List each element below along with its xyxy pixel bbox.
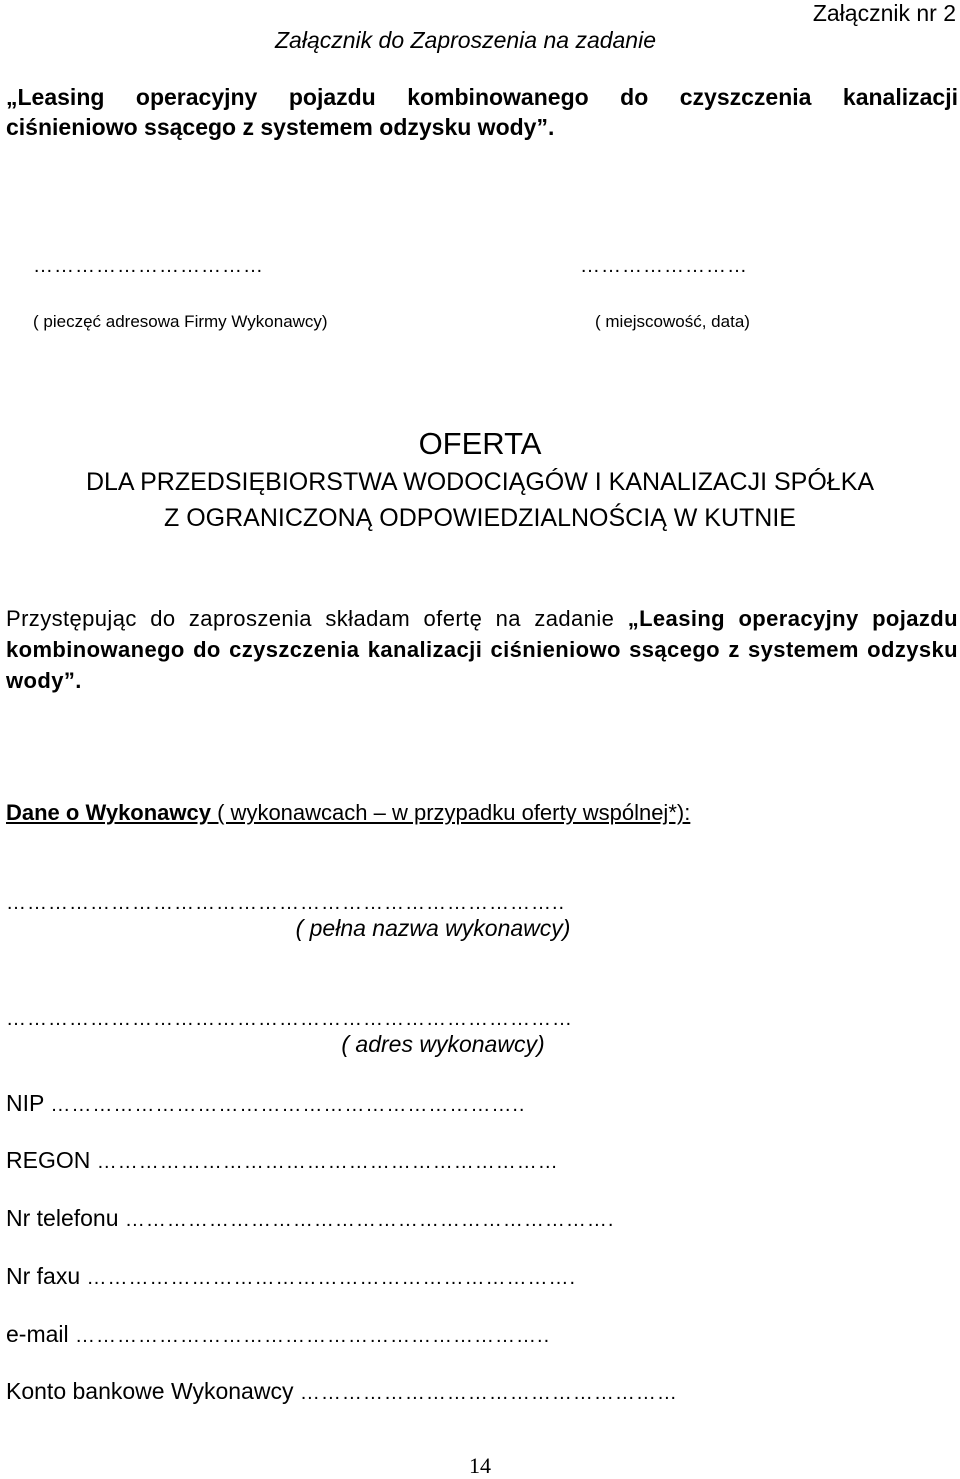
nip-field[interactable]: …………………………………………………………..	[50, 1094, 526, 1116]
phone-field[interactable]: …………………………………………………………….	[124, 1209, 615, 1231]
contractor-name-field[interactable]: ……………………………………………………………………..	[6, 892, 566, 914]
regon-row	[6, 1147, 559, 1174]
intro-task-name: „Leasing operacyjny pojazdu kombinowanego do czyszczenia kanalizacji ciśnieniowo ssącego z systemem odzysku wody”.	[6, 606, 958, 693]
recipient-line-1: DLA PRZEDSIĘBIORSTWA WODOCIĄGÓW I KANALIZACJI SPÓŁKA	[85, 468, 875, 496]
page-number: 14	[469, 1453, 491, 1478]
bank-account-label: Konto bankowe Wykonawcy	[6, 1378, 294, 1404]
contractor-address-field[interactable]: ………………………………………………………………………	[6, 1008, 573, 1030]
email-label: e-mail	[6, 1321, 69, 1347]
intro-lead: Przystępując do zaproszenia składam ofertę na zadanie	[6, 606, 628, 631]
seal-label: ( pieczęć adresowa Firmy Wykonawcy)	[33, 312, 328, 331]
phone-label: Nr telefonu	[6, 1205, 119, 1231]
offer-title: OFERTA	[418, 426, 542, 461]
contractor-heading-bold: Dane o Wykonawcy	[6, 800, 211, 825]
intro-paragraph	[6, 603, 958, 696]
recipient-line-2: Z OGRANICZONĄ ODPOWIEDZIALNOŚCIĄ W KUTNIE	[164, 504, 796, 532]
regon-label: REGON	[6, 1147, 91, 1173]
fax-label: Nr faxu	[6, 1263, 81, 1289]
contractor-heading	[6, 800, 690, 826]
subject-line-1: „Leasing operacyjny pojazdu kombinowanego do czyszczenia kanalizacji	[6, 84, 958, 110]
nip-label: NIP	[6, 1090, 44, 1116]
fax-field[interactable]: …………………………………………………………….	[86, 1267, 577, 1289]
contractor-address-label: ( adres wykonawcy)	[341, 1031, 545, 1057]
subject-line-2: ciśnieniowo ssącego z systemem odzysku wody”.	[6, 114, 555, 140]
phone-row	[6, 1205, 614, 1232]
fax-row	[6, 1263, 576, 1290]
contractor-name-label: ( pełna nazwa wykonawcy)	[295, 915, 571, 941]
attachment-number: Załącznik nr 2	[812, 0, 956, 26]
attachment-title: Załącznik do Zaproszenia na zadanie	[275, 27, 657, 53]
email-row	[6, 1321, 550, 1348]
bank-account-row	[6, 1378, 678, 1405]
place-date-dots: ……………………	[580, 255, 748, 277]
regon-field[interactable]: …………………………………………………………	[96, 1151, 559, 1173]
contractor-heading-rest: ( wykonawcach – w przypadku oferty wspólnej*):	[211, 800, 691, 825]
seal-dots: ……………………………	[33, 255, 264, 277]
place-date-label: ( miejscowość, data)	[595, 312, 750, 331]
email-field[interactable]: …………………………………………………………..	[75, 1325, 551, 1347]
nip-row	[6, 1090, 525, 1117]
bank-account-field[interactable]: ………………………………………………	[299, 1382, 678, 1404]
